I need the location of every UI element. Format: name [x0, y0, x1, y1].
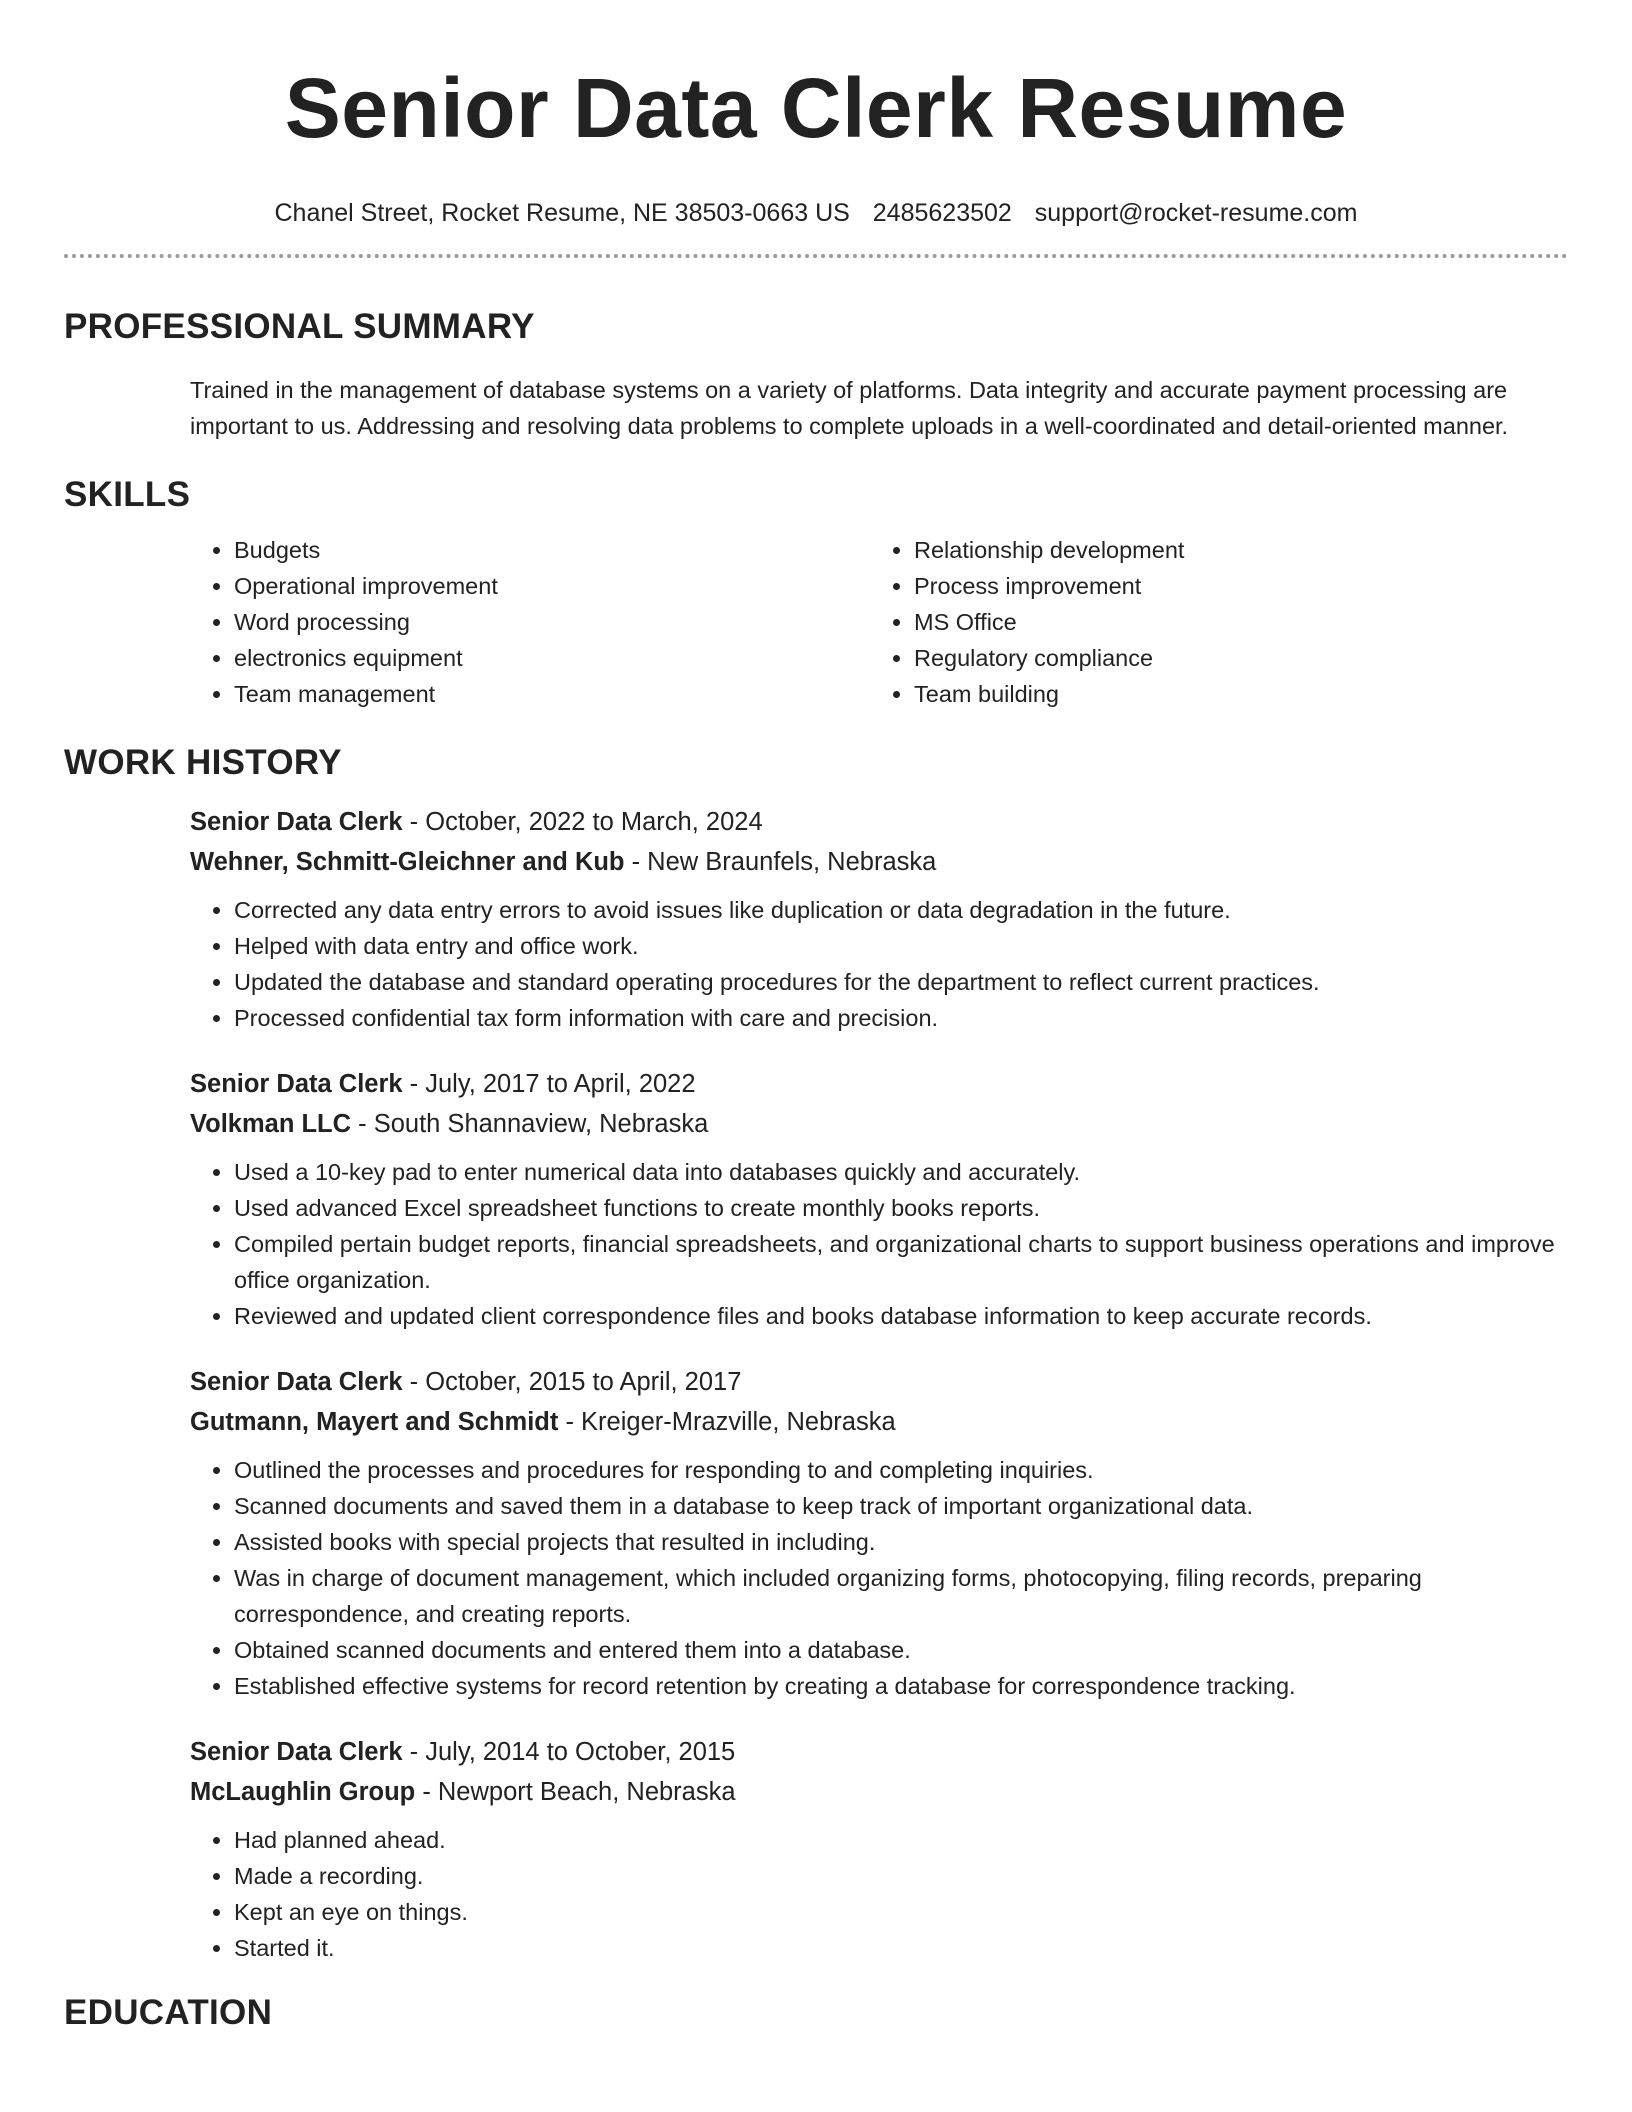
job-bullet: • Obtained scanned documents and entered them into a database.: [234, 1632, 1568, 1668]
summary-heading: PROFESSIONAL SUMMARY: [64, 307, 535, 346]
job-company-line: [190, 842, 1568, 882]
job-role: Senior Data Clerk: [190, 1070, 403, 1098]
skill-item: • Operational improvement: [234, 568, 870, 604]
job-title-line: [190, 1362, 1568, 1402]
skills-column-left: [190, 532, 870, 712]
job-bullet: • Used a 10-key pad to enter numerical data into databases quickly and accurately.: [234, 1154, 1568, 1190]
job-bullet: • Processed confidential tax form information with care and precision.: [234, 1000, 1568, 1036]
job-dates: - October, 2015 to April, 2017: [402, 1368, 742, 1396]
job-role: Senior Data Clerk: [190, 1738, 403, 1766]
header-divider: [64, 254, 1568, 258]
job-company: Volkman LLC: [190, 1110, 352, 1138]
job-bullet: • Had planned ahead.: [234, 1822, 1568, 1858]
job-bullet: • Used advanced Excel spreadsheet functions to create monthly books reports.: [234, 1190, 1568, 1226]
job-title-line: [190, 802, 1568, 842]
job-bullet: • Made a recording.: [234, 1858, 1568, 1894]
job-bullet: • Updated the database and standard operating procedures for the department to reflect current practices.: [234, 964, 1568, 1000]
job-entry: [190, 802, 1568, 1036]
job-dates: - October, 2022 to March, 2024: [402, 808, 763, 836]
job-bullet: • Was in charge of document management, which included organizing forms, photocopying, filing records, preparing correspondence, and creating reports.: [234, 1560, 1568, 1632]
job-bullet: • Kept an eye on things.: [234, 1894, 1568, 1930]
job-dates: - July, 2014 to October, 2015: [402, 1738, 736, 1766]
skill-item: • MS Office: [914, 604, 1550, 640]
job-location: - Kreiger-Mrazville, Nebraska: [558, 1408, 896, 1436]
job-bullet: • Assisted books with special projects that resulted in including.: [234, 1524, 1568, 1560]
work-history-heading: WORK HISTORY: [64, 743, 342, 782]
contact-phone: 2485623502: [872, 199, 1012, 227]
job-title-line: [190, 1732, 1568, 1772]
skill-item: • Budgets: [234, 532, 870, 568]
contact-line: [64, 198, 1568, 228]
job-company: Wehner, Schmitt-Gleichner and Kub: [190, 848, 625, 876]
job-bullet: • Corrected any data entry errors to avoid issues like duplication or data degradation in the future.: [234, 892, 1568, 928]
job-bullet: • Outlined the processes and procedures for responding to and completing inquiries.: [234, 1452, 1568, 1488]
skill-item: • Team management: [234, 676, 870, 712]
skills-column-right: [870, 532, 1550, 712]
skill-item: • Regulatory compliance: [914, 640, 1550, 676]
contact-email: support@rocket-resume.com: [1034, 199, 1358, 227]
job-location: - New Braunfels, Nebraska: [624, 848, 937, 876]
skill-item: • Word processing: [234, 604, 870, 640]
job-bullets: [190, 1452, 1568, 1704]
job-bullet: • Reviewed and updated client correspondence files and books database information to keep accurate records.: [234, 1298, 1568, 1334]
job-company-line: [190, 1104, 1568, 1144]
education-heading: EDUCATION: [64, 1993, 273, 2032]
job-entry: [190, 1064, 1568, 1334]
job-company: McLaughlin Group: [190, 1778, 416, 1806]
job-company-line: [190, 1402, 1568, 1442]
skill-item: • Relationship development: [914, 532, 1550, 568]
job-title-line: [190, 1064, 1568, 1104]
summary-text: Trained in the management of database systems on a variety of platforms. Data integrity and accurate payment processing are important to us. Addressing and resolving data problems to complete uploads in a well-coordinated and detail-oriented manner.: [190, 377, 1509, 439]
job-company: Gutmann, Mayert and Schmidt: [190, 1408, 559, 1436]
resume-title: Senior Data Clerk Resume: [284, 61, 1348, 155]
job-location: - South Shannaview, Nebraska: [351, 1110, 709, 1138]
job-bullets: [190, 892, 1568, 1036]
skills-heading: SKILLS: [64, 475, 191, 514]
contact-address: Chanel Street, Rocket Resume, NE 38503-0663 US: [274, 199, 850, 227]
job-company-line: [190, 1772, 1568, 1812]
job-entry: [190, 1732, 1568, 1966]
job-bullet: • Established effective systems for record retention by creating a database for correspondence tracking.: [234, 1668, 1568, 1704]
job-role: Senior Data Clerk: [190, 808, 403, 836]
skill-item: • Process improvement: [914, 568, 1550, 604]
job-bullets: [190, 1822, 1568, 1966]
job-dates: - July, 2017 to April, 2022: [402, 1070, 696, 1098]
job-bullet: • Compiled pertain budget reports, financial spreadsheets, and organizational charts to support business operations and improve office organization.: [234, 1226, 1568, 1298]
skills-list: [64, 532, 1568, 712]
skill-item: • Team building: [914, 676, 1550, 712]
job-role: Senior Data Clerk: [190, 1368, 403, 1396]
skill-item: • electronics equipment: [234, 640, 870, 676]
job-location: - Newport Beach, Nebraska: [415, 1778, 736, 1806]
job-bullets: [190, 1154, 1568, 1334]
job-bullet: • Helped with data entry and office work.: [234, 928, 1568, 964]
job-bullet: • Started it.: [234, 1930, 1568, 1966]
job-entry: [190, 1362, 1568, 1704]
job-bullet: • Scanned documents and saved them in a database to keep track of important organizational data.: [234, 1488, 1568, 1524]
work-history-list: [64, 802, 1568, 1966]
